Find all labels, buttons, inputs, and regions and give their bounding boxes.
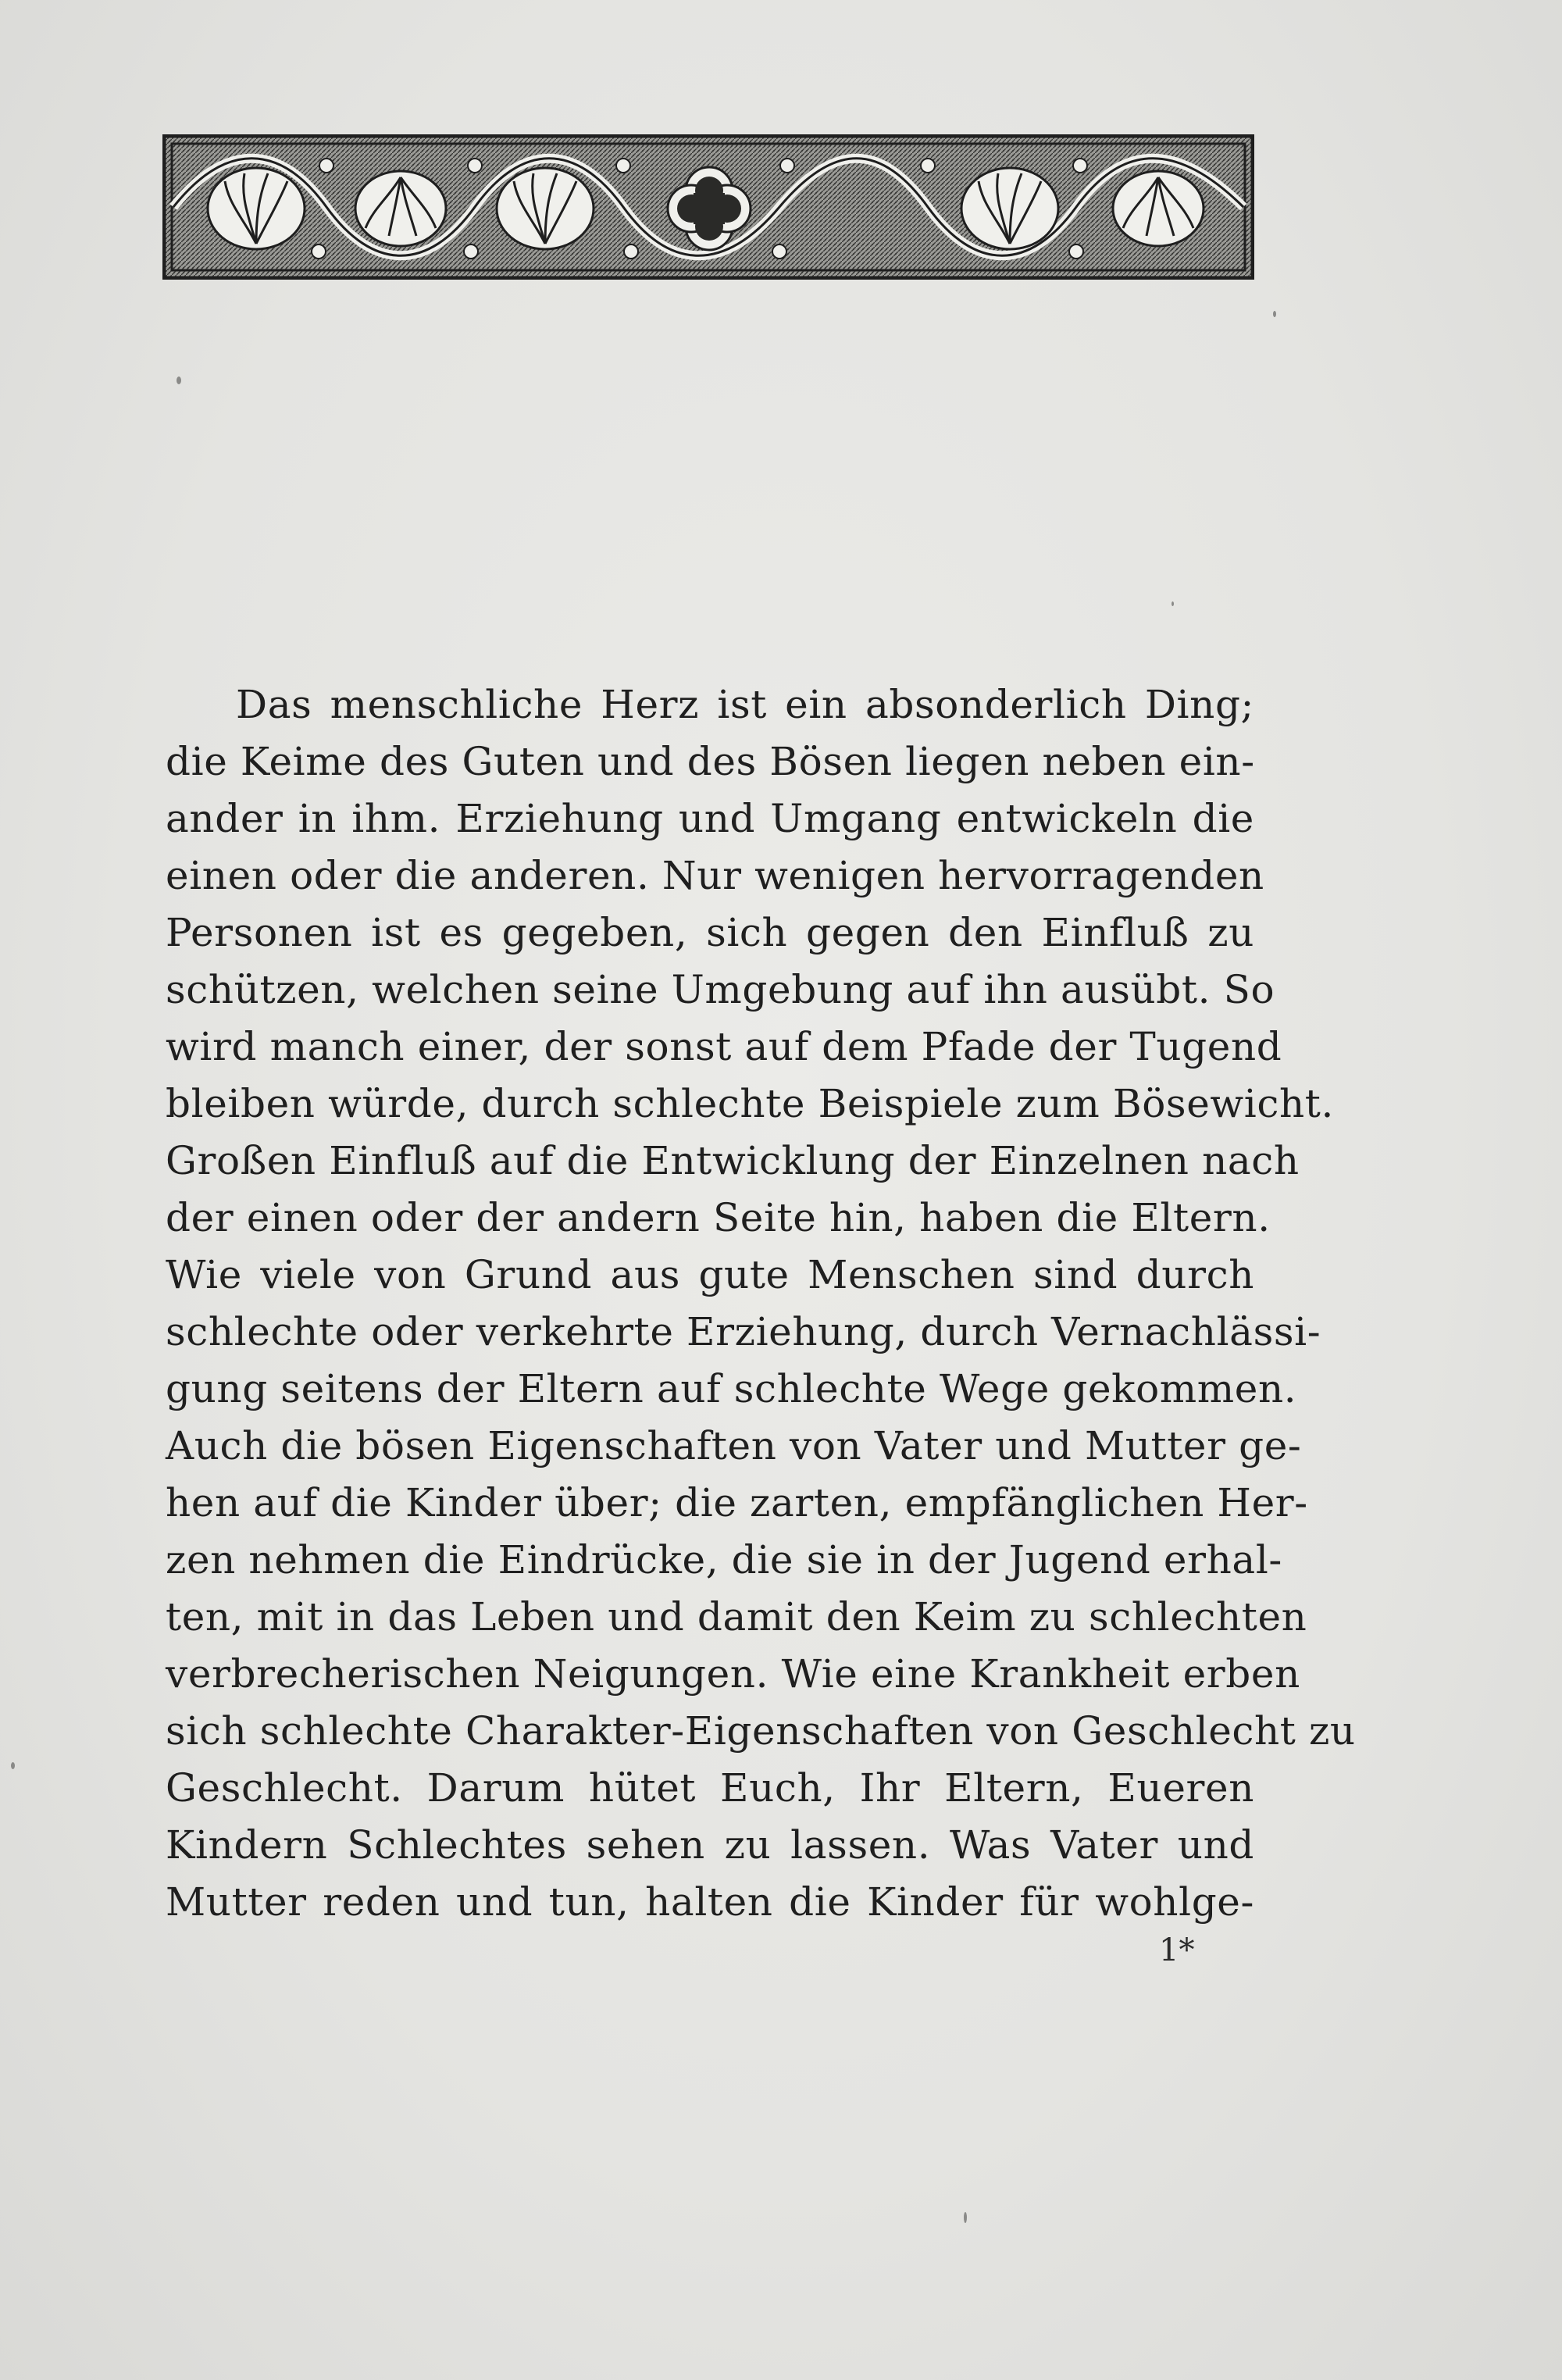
paper-speck — [177, 376, 181, 384]
text-line: die Keime des Guten und des Bösen liegen neben ein- — [166, 739, 1255, 784]
text-line: gung seitens der Eltern auf schlechte Wege gekommen. — [166, 1366, 1297, 1411]
text-line: verbrecherischen Neigungen. Wie eine Krankheit erben — [166, 1651, 1300, 1697]
text-line: Personen ist es gegeben, sich gegen den Einfluß zu — [166, 910, 1254, 955]
paper-speck — [1172, 601, 1174, 606]
text-line: Mutter reden und tun, halten die Kinder für wohlge- — [166, 1879, 1254, 1925]
paper-speck — [964, 2212, 967, 2223]
text-line: Wie viele von Grund aus gute Menschen sind durch — [166, 1252, 1254, 1297]
text-line: Kindern Schlechtes sehen zu lassen. Was Vater und — [166, 1822, 1254, 1868]
text-line: einen oder die anderen. Nur wenigen hervorragenden — [166, 853, 1264, 898]
text-line: schützen, welchen seine Umgebung auf ihn ausübt. So — [166, 967, 1275, 1012]
text-line: der einen oder der andern Seite hin, haben die Eltern. — [166, 1195, 1271, 1240]
text-line: Geschlecht. Darum hütet Euch, Ihr Eltern, Eueren — [166, 1765, 1254, 1811]
text-line: zen nehmen die Eindrücke, die sie in der Jugend erhal- — [166, 1537, 1282, 1583]
signature-mark: 1* — [1159, 1932, 1195, 1968]
text-line: ander in ihm. Erziehung und Umgang entwickeln die — [166, 796, 1254, 841]
text-line: wird manch einer, der sonst auf dem Pfade der Tugend — [166, 1024, 1282, 1069]
paper-speck — [11, 1762, 15, 1769]
floral-ornament-banner-icon — [162, 134, 1254, 280]
text-line: sich schlechte Charakter-Eigenschaften von Geschlecht zu — [166, 1708, 1356, 1754]
text-line: Großen Einfluß auf die Entwicklung der Einzelnen nach — [166, 1138, 1300, 1183]
text-line: ten, mit in das Leben und damit den Keim zu schlechten — [166, 1594, 1307, 1640]
text-line: Das menschliche Herz ist ein absonderlich Ding; — [236, 682, 1254, 727]
text-line: bleiben würde, durch schlechte Beispiele zum Bösewicht. — [166, 1081, 1334, 1126]
paper-speck — [1273, 311, 1276, 317]
text-line: Auch die bösen Eigenschaften von Vater und Mutter ge- — [166, 1423, 1302, 1468]
text-line: schlechte oder verkehrte Erziehung, durch Vernachlässi- — [166, 1309, 1321, 1354]
text-line: hen auf die Kinder über; die zarten, empfänglichen Her- — [166, 1480, 1308, 1525]
body-text — [166, 676, 1356, 1931]
